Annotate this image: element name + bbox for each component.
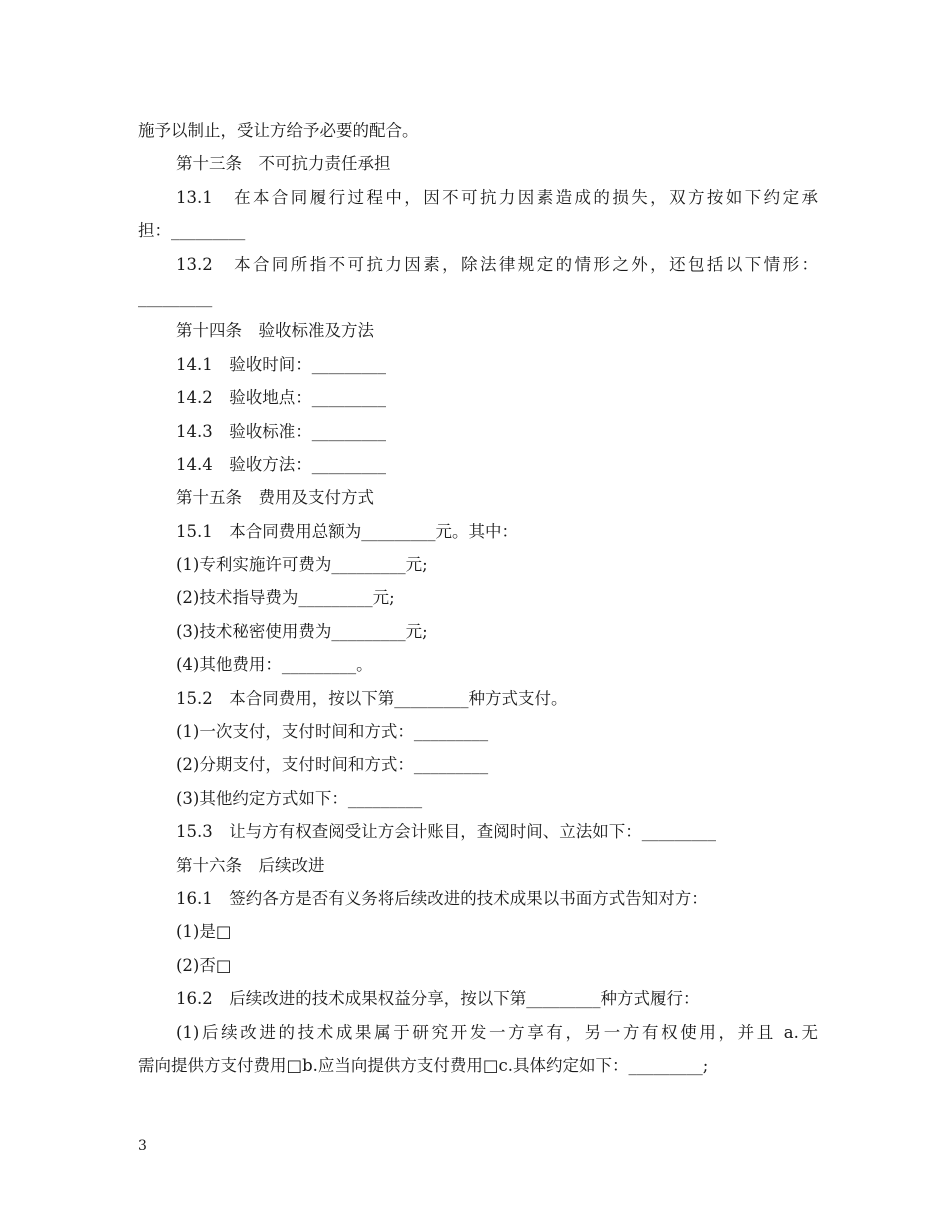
- text-line: 13.1 在本合同履行过程中，因不可抗力因素造成的损失，双方按如下约定承: [176, 187, 818, 207]
- text-line: 需向提供方支付费用□b.应当向提供方支付费用□c.具体约定如下：_________;: [138, 1055, 709, 1075]
- checkbox-option: (2)否□: [176, 955, 232, 975]
- text-line: (2)分期支付，支付时间和方式：_________: [176, 755, 489, 775]
- text-line: (3)技术秘密使用费为_________元;: [176, 621, 428, 641]
- text-line: (2)技术指导费为_________元;: [176, 588, 395, 608]
- text-line: 15.2 本合同费用，按以下第_________种方式支付。: [176, 688, 568, 708]
- text-line: (1)一次支付，支付时间和方式：_________: [176, 722, 489, 742]
- text-line: 15.3 让与方有权查阅受让方会计账目，查阅时间、立法如下：_________: [176, 822, 716, 842]
- text-line: (1)专利实施许可费为_________元;: [176, 555, 428, 575]
- text-line: 14.2 验收地点：_________: [176, 388, 386, 408]
- text-line: 16.1 签约各方是否有义务将后续改进的技术成果以书面方式告知对方：: [176, 888, 708, 908]
- text-line: 14.3 验收标准：_________: [176, 421, 386, 441]
- text-line: 14.1 验收时间：_________: [176, 354, 386, 374]
- text-line: _________: [138, 287, 213, 307]
- article-heading: 第十三条 不可抗力责任承担: [176, 154, 391, 174]
- text-line: (4)其他费用：_________。: [176, 655, 373, 675]
- page-number: 3: [138, 1138, 147, 1154]
- text-line: 担：_________: [138, 221, 246, 241]
- document-body: [138, 114, 818, 1082]
- text-line: 施予以制止，受让方给予必要的配合。: [138, 121, 419, 140]
- text-line: 14.4 验收方法：_________: [176, 454, 386, 474]
- text-line: 15.1 本合同费用总额为_________元。其中：: [176, 521, 518, 541]
- article-heading: 第十四条 验收标准及方法: [176, 321, 374, 341]
- text-line: (3)其他约定方式如下：_________: [176, 788, 423, 808]
- article-heading: 第十五条 费用及支付方式: [176, 488, 374, 508]
- checkbox-option: (1)是□: [176, 922, 232, 942]
- text-line: (1)后续改进的技术成果属于研究开发一方享有，另一方有权使用，并且 a.无: [176, 1022, 818, 1042]
- article-heading: 第十六条 后续改进: [176, 855, 325, 875]
- text-line: 16.2 后续改进的技术成果权益分享，按以下第_________种方式履行：: [176, 989, 700, 1009]
- text-line: 13.2 本合同所指不可抗力因素，除法律规定的情形之外，还包括以下情形：: [176, 254, 818, 274]
